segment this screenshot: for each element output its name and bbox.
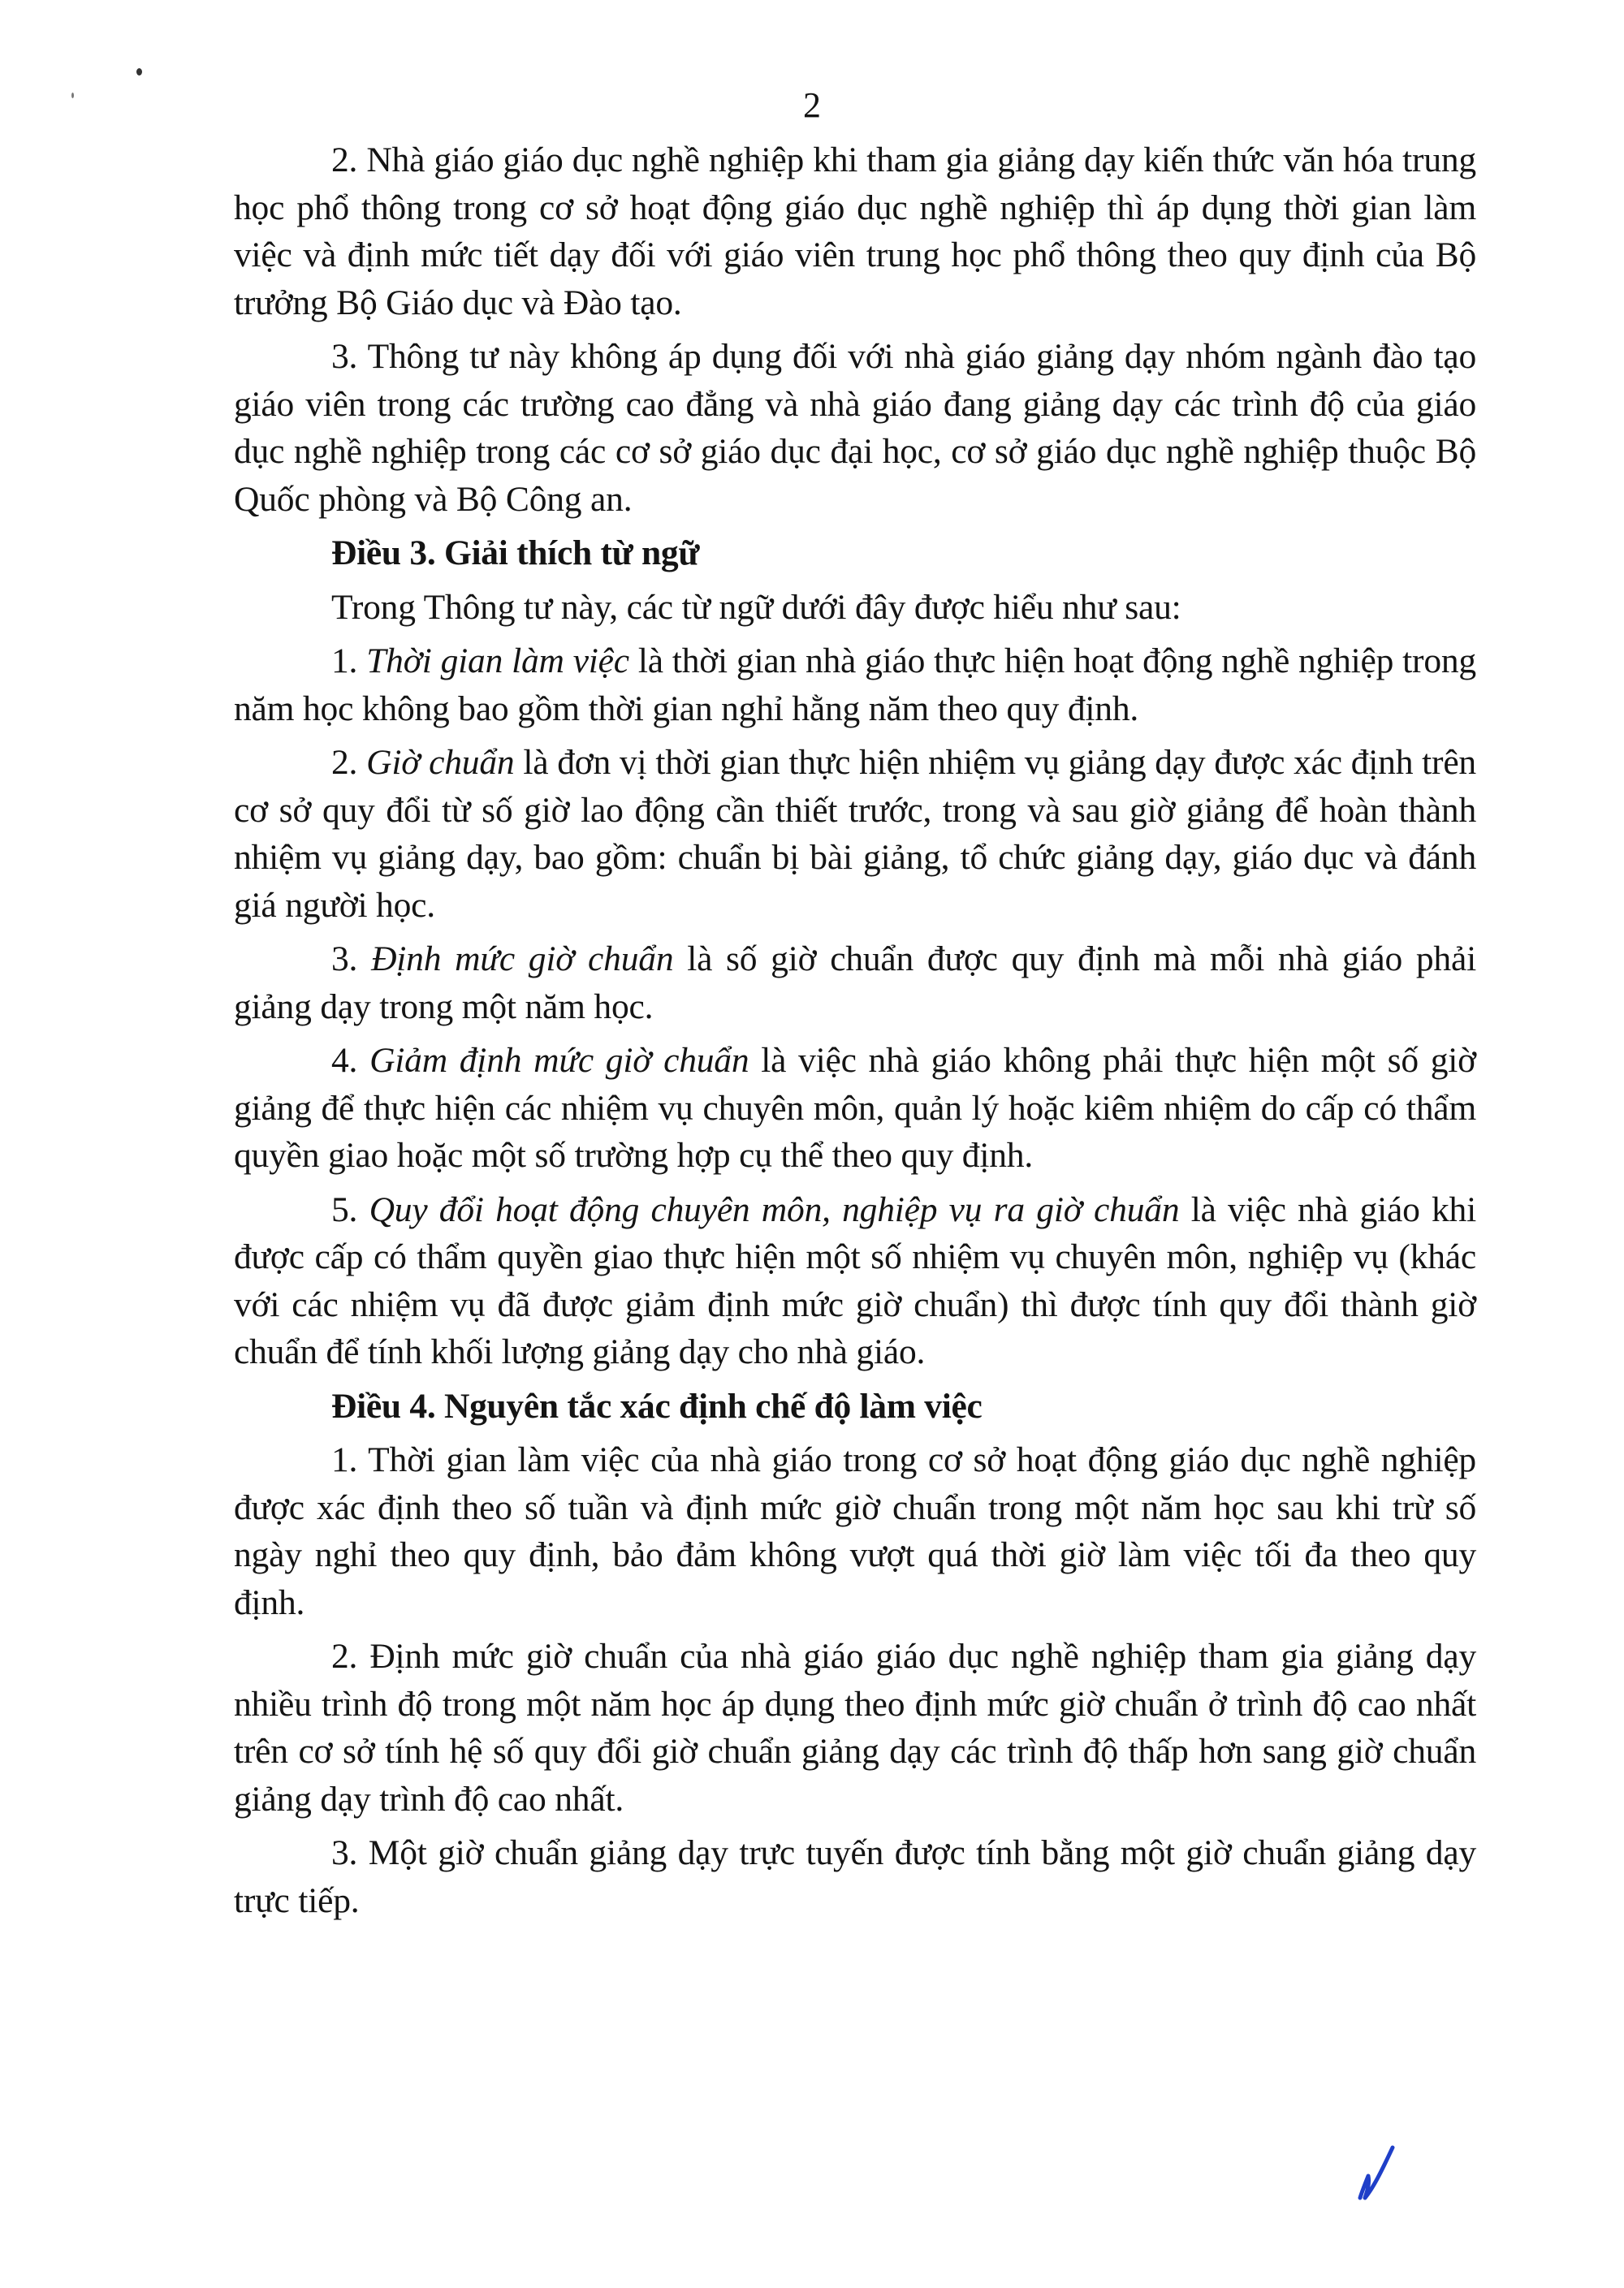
definition-text: là thời gian nhà giáo thực hiện hoạt động nghề nghiệp trong năm học không bao gồm thời gian nghỉ hằng năm theo quy định.: [234, 641, 1476, 728]
definition-text: là việc nhà giáo khi được cấp có thẩm quyền giao thực hiện một số nhiệm vụ chuyên môn, nghiệp vụ (khác với các nhiệm vụ đã được giảm định mức giờ chuẩn) thì được tính quy đổi thành giờ chuẩn để tính khối lượng giảng dạy cho nhà giáo.: [234, 1189, 1476, 1371]
definition-4: [234, 1037, 1476, 1180]
handwritten-initial-icon: [1352, 2139, 1401, 2204]
article-3-heading: Điều 3. Giải thích từ ngữ: [331, 533, 700, 572]
document-body: [234, 136, 1476, 1931]
definition-number: 3.: [331, 939, 372, 978]
principle-3: 3. Một giờ chuẩn giảng dạy trực tuyến được tính bằng một giờ chuẩn giảng dạy trực tiếp.: [234, 1833, 1476, 1920]
paragraph-clause-2: 2. Nhà giáo giáo dục nghề nghiệp khi tham gia giảng dạy kiến thức văn hóa trung học phổ thông trong cơ sở hoạt động giáo dục nghề nghiệp thì áp dụng thời gian làm việc và định mức tiết dạy đối với giáo viên trung học phổ thông theo quy định của Bộ trưởng Bộ Giáo dục và Đào tạo.: [234, 140, 1476, 322]
definition-5: [234, 1186, 1476, 1376]
principle-2: 2. Định mức giờ chuẩn của nhà giáo giáo dục nghề nghiệp tham gia giảng dạy nhiều trình độ trong một năm học áp dụng theo định mức giờ chuẩn ở trình độ cao nhất trên cơ sở tính hệ số quy đổi giờ chuẩn giảng dạy các trình độ thấp hơn sang giờ chuẩn giảng dạy trình độ cao nhất.: [234, 1637, 1476, 1819]
definition-term: Quy đổi hoạt động chuyên môn, nghiệp vụ ra giờ chuẩn: [369, 1189, 1180, 1229]
paragraph-intro-definitions: Trong Thông tư này, các từ ngữ dưới đây được hiểu như sau:: [331, 587, 1181, 627]
definition-number: 4.: [331, 1041, 370, 1080]
definition-text: là số giờ chuẩn được quy định mà mỗi nhà giáo phải giảng dạy trong một năm học.: [234, 939, 1476, 1026]
definition-text: là việc nhà giáo không phải thực hiện một số giờ giảng để thực hiện các nhiệm vụ chuyên môn, quản lý hoặc kiêm nhiệm do cấp có thẩm quyền giao hoặc một số trường hợp cụ thể theo quy định.: [234, 1041, 1476, 1175]
paragraph-clause-3: 3. Thông tư này không áp dụng đối với nhà giáo giảng dạy nhóm ngành đào tạo giáo viên trong các trường cao đẳng và nhà giáo đang giảng dạy các trình độ của giáo dục nghề nghiệp trong các cơ sở giáo dục đại học, cơ sở giáo dục nghề nghiệp thuộc Bộ Quốc phòng và Bộ Công an.: [234, 337, 1476, 519]
definition-3: [234, 935, 1476, 1030]
definition-number: 5.: [331, 1189, 369, 1229]
definition-2: [234, 739, 1476, 929]
definition-1: [234, 637, 1476, 732]
definition-term: Giờ chuẩn: [366, 743, 515, 782]
definition-term: Giảm định mức giờ chuẩn: [369, 1041, 749, 1080]
definition-term: Thời gian làm việc: [366, 641, 629, 680]
definition-term: Định mức giờ chuẩn: [371, 939, 674, 978]
definition-text: là đơn vị thời gian thực hiện nhiệm vụ giảng dạy được xác định trên cơ sở quy đổi từ số giờ lao động cần thiết trước, trong và sau giờ giảng để hoàn thành nhiệm vụ giảng dạy, bao gồm: chuẩn bị bài giảng, tổ chức giảng dạy, giáo dục và đánh giá người học.: [234, 743, 1476, 925]
article-4-heading: Điều 4. Nguyên tắc xác định chế độ làm việc: [331, 1386, 983, 1426]
definition-number: 1.: [331, 641, 367, 680]
page-number: 2: [803, 85, 821, 125]
principle-1: 1. Thời gian làm việc của nhà giáo trong cơ sở hoạt động giáo dục nghề nghiệp được xác định theo số tuần và định mức giờ chuẩn trong một năm học sau khi trừ số ngày nghỉ theo quy định, bảo đảm không vượt quá thời giờ làm việc tối đa theo quy định.: [234, 1440, 1476, 1622]
scan-speck: [136, 68, 142, 76]
definition-number: 2.: [331, 743, 367, 782]
